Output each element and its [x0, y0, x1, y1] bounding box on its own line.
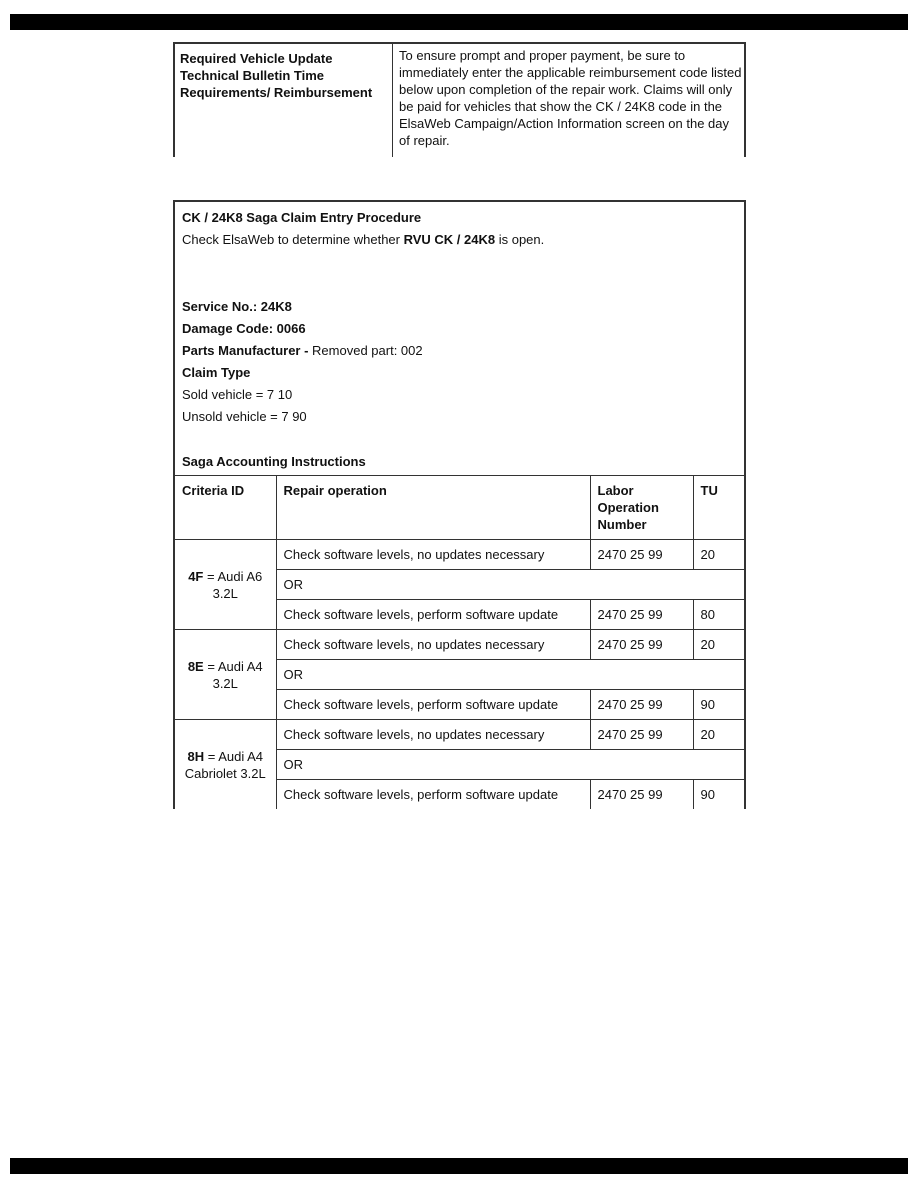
criteria-cell-8h — [175, 720, 276, 810]
repair-operation-cell: Check software levels, no updates necessary — [276, 630, 590, 660]
parts-manufacturer-line — [182, 342, 734, 359]
parts-manufacturer-label: Parts Manufacturer - — [182, 343, 313, 358]
check-line-rvu-code: RVU CK / 24K8 — [403, 232, 496, 247]
repair-operation-cell: Check software levels, no updates necessary — [276, 720, 590, 750]
table-row — [175, 540, 744, 570]
tu-cell: 20 — [693, 720, 744, 750]
reimbursement-table-header-cell: Required Vehicle Update Technical Bulletin Time Requirements/ Reimbursement — [175, 44, 393, 157]
check-elsaweb-line — [182, 231, 734, 248]
tu-cell: 20 — [693, 630, 744, 660]
labor-operation-cell: 2470 25 99 — [590, 630, 693, 660]
claim-procedure-title: CK / 24K8 Saga Claim Entry Procedure — [182, 210, 422, 225]
reimbursement-table — [173, 42, 746, 157]
check-line-prefix: Check ElsaWeb to determine whether — [182, 232, 404, 247]
check-line-suffix: is open. — [495, 232, 545, 247]
parts-manufacturer-value: Removed part: 002 — [312, 343, 423, 358]
repair-operation-cell: Check software levels, no updates necessary — [276, 540, 590, 570]
column-header-criteria-id: Criteria ID — [175, 476, 276, 540]
damage-code-line: Damage Code: 0066 — [182, 321, 306, 336]
or-cell: OR — [276, 750, 744, 780]
claim-procedure-text — [175, 202, 744, 475]
saga-accounting-grid — [175, 475, 744, 809]
table-row — [175, 720, 744, 750]
criteria-description: = Audi A4 Cabriolet 3.2L — [184, 748, 266, 781]
criteria-cell-4f — [175, 540, 276, 630]
grid-header-row — [175, 476, 744, 540]
labor-operation-cell: 2470 25 99 — [590, 540, 693, 570]
labor-operation-cell: 2470 25 99 — [590, 690, 693, 720]
labor-operation-cell: 2470 25 99 — [590, 720, 693, 750]
column-header-labor-operation-number: Labor Operation Number — [590, 476, 693, 540]
criteria-cell-8e — [175, 630, 276, 720]
criteria-code: 4F — [188, 568, 204, 584]
column-header-repair-operation: Repair operation — [276, 476, 590, 540]
repair-operation-cell: Check software levels, perform software update — [276, 600, 590, 630]
labor-operation-cell: 2470 25 99 — [590, 780, 693, 810]
tu-cell: 90 — [693, 780, 744, 810]
table-row — [175, 630, 744, 660]
unsold-vehicle-line: Unsold vehicle = 7 90 — [182, 409, 307, 424]
or-cell: OR — [276, 570, 744, 600]
tu-cell: 80 — [693, 600, 744, 630]
column-header-tu: TU — [693, 476, 744, 540]
reimbursement-table-body-cell: To ensure prompt and proper payment, be sure to immediately enter the applicable reimbursement code listed below upon completion of the repair work. Claims will only be paid for vehicles that show the CK / 24K8 code in the ElsaWeb Campaign/Action Information screen on the day of repair. — [399, 48, 742, 148]
saga-accounting-heading: Saga Accounting Instructions — [182, 454, 366, 469]
sold-vehicle-line: Sold vehicle = 7 10 — [182, 387, 293, 402]
criteria-code: 8E — [187, 658, 204, 674]
scan-artifact-bar-bottom — [10, 1158, 908, 1174]
scan-artifact-bar-top — [10, 14, 908, 30]
or-cell: OR — [276, 660, 744, 690]
service-number-line: Service No.: 24K8 — [182, 299, 292, 314]
claim-type-heading: Claim Type — [182, 365, 251, 380]
repair-operation-cell: Check software levels, perform software update — [276, 780, 590, 810]
criteria-description: = Audi A6 3.2L — [203, 568, 263, 601]
labor-operation-cell: 2470 25 99 — [590, 600, 693, 630]
claim-procedure-table — [173, 200, 746, 809]
criteria-description: = Audi A4 3.2L — [203, 658, 263, 691]
repair-operation-cell: Check software levels, perform software update — [276, 690, 590, 720]
criteria-code: 8H — [187, 748, 205, 764]
tu-cell: 20 — [693, 540, 744, 570]
tu-cell: 90 — [693, 690, 744, 720]
